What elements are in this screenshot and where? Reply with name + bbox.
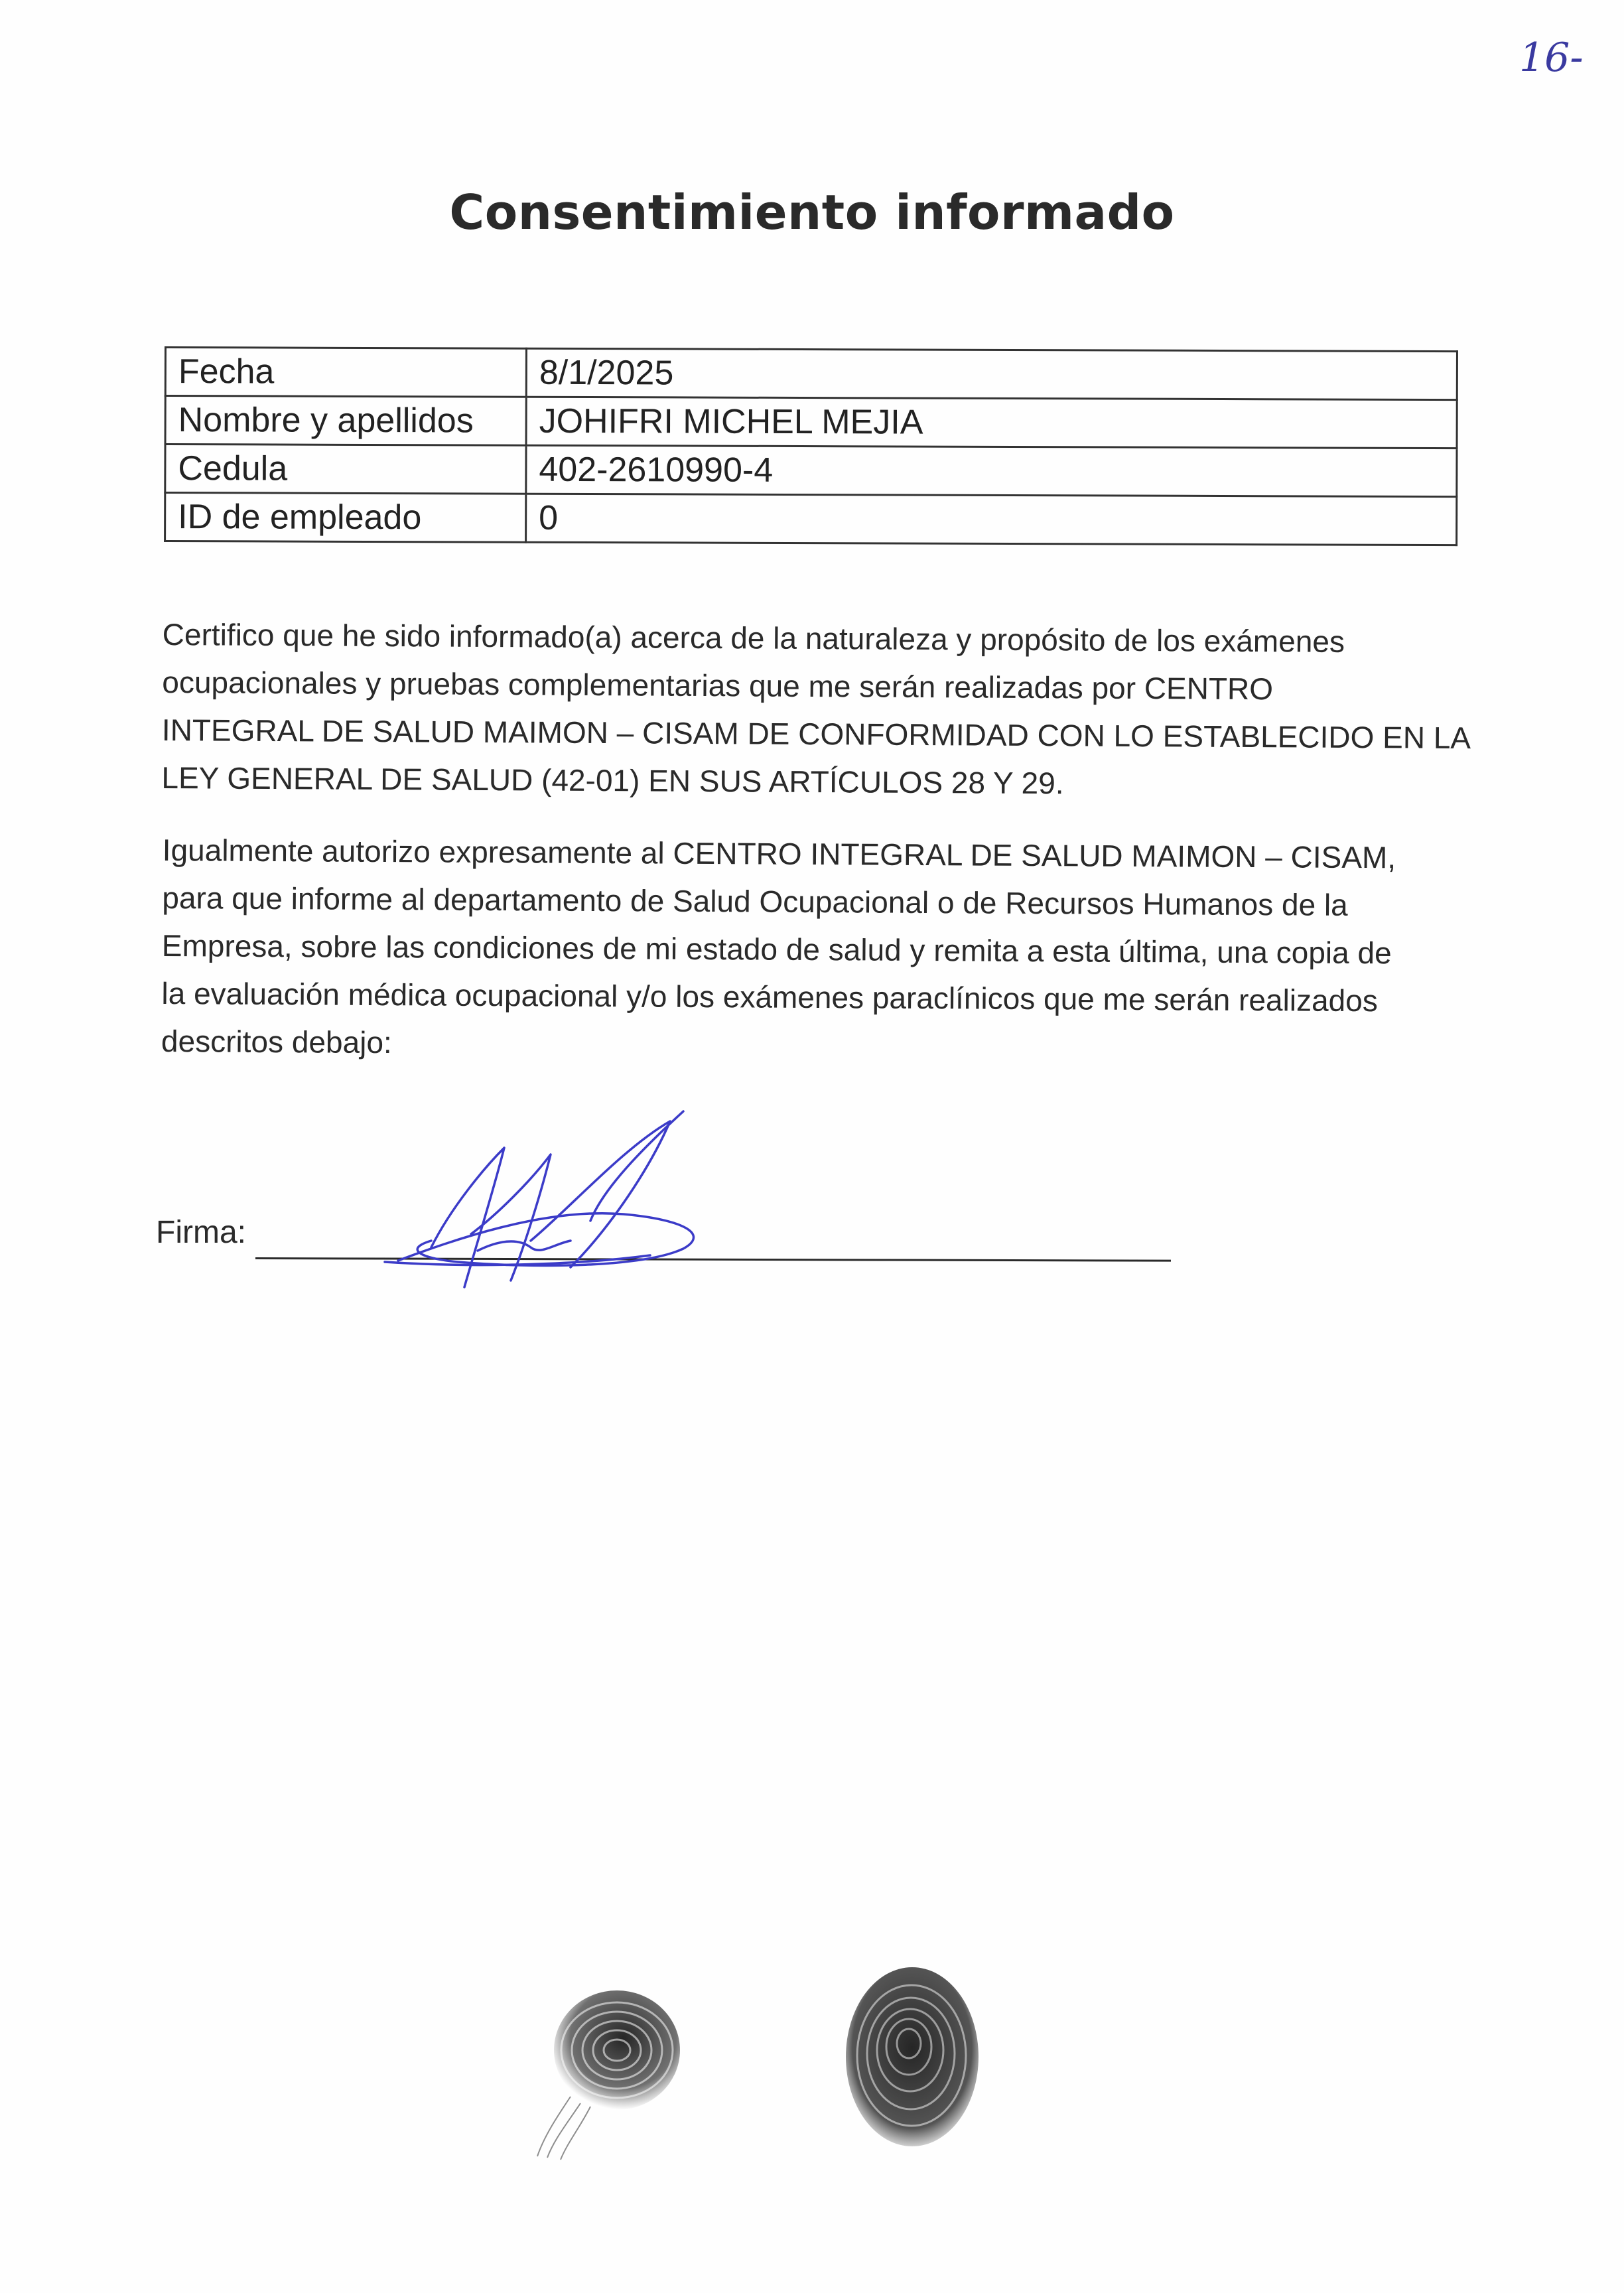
left-fingerprint [524,1984,697,2163]
handwritten-page-number: 16- [1519,35,1584,81]
table-row [165,348,1457,400]
paragraph-line: descritos debajo: [161,1023,392,1060]
paragraph-line: Certifico que he sido informado(a) acerca de la naturaleza y propósito de los exámenes [162,616,1345,659]
nombre-label: Nombre y apellidos [165,396,526,446]
paragraph-line: INTEGRAL DE SALUD MAIMON – CISAM DE CONFORMIDAD CON LO ESTABLECIDO EN LA [161,712,1471,756]
handwritten-signature [372,1108,783,1307]
employee-id-value: 0 [526,494,1457,545]
paragraph-line: Empresa, sobre las condiciones de mi estado de salud y remita a esta última, una copia de [161,928,1392,971]
signature-label: Firma: [156,1215,246,1250]
table-row [165,445,1457,497]
paragraph-line: para que informe al departamento de Salud Ocupacional o de Recursos Humanos de la [162,880,1348,922]
paragraph-line: la evaluación médica ocupacional y/o los exámenes paraclínicos que me serán realizados [161,975,1378,1018]
table-row [165,493,1457,545]
paragraph-line: Igualmente autorizo expresamente al CENTRO INTEGRAL DE SALUD MAIMON – CISAM, [162,832,1396,875]
employee-id-label: ID de empleado [165,493,526,543]
certification-paragraph [161,610,1471,809]
fecha-value: 8/1/2025 [526,348,1457,399]
nombre-value: JOHIFRI MICHEL MEJIA [526,397,1457,448]
cedula-label: Cedula [165,445,526,494]
authorization-paragraph [161,826,1463,1073]
paragraph-line: LEY GENERAL DE SALUD (42-01) EN SUS ARTÍCULOS 28 Y 29. [161,760,1064,801]
paragraph-line: ocupacionales y pruebas complementarias que me serán realizadas por CENTRO [162,664,1274,707]
patient-info-table [164,346,1458,546]
table-row [165,396,1457,449]
right-fingerprint [829,1964,1002,2163]
document-title: Consentimiento informado [449,184,1175,240]
fecha-label: Fecha [165,348,526,397]
cedula-value: 402-2610990-4 [526,445,1457,496]
